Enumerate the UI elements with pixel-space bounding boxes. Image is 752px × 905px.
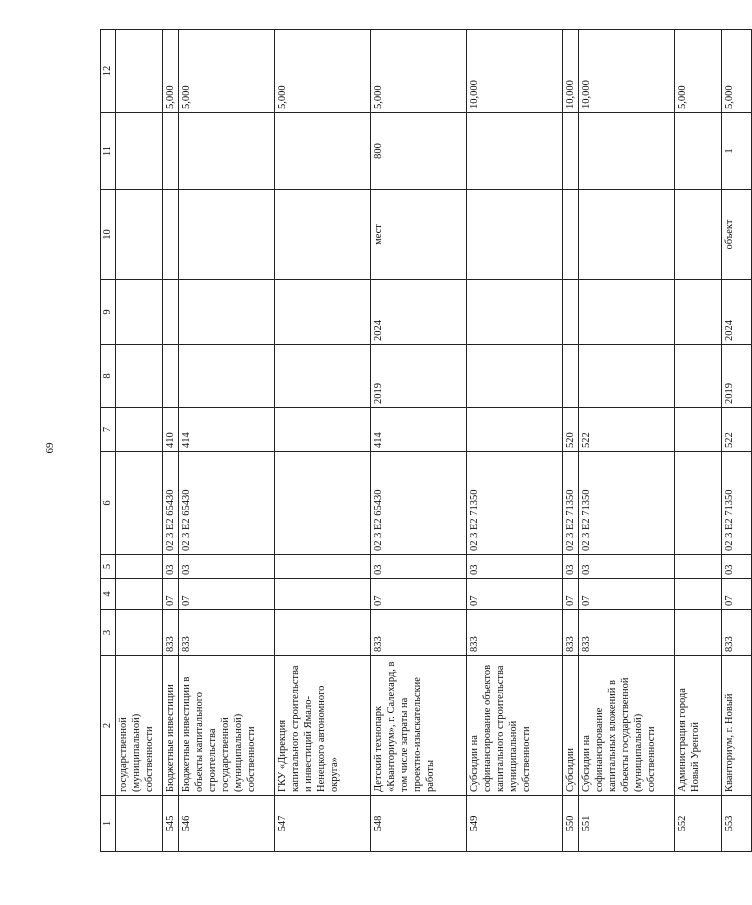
table-row bbox=[275, 30, 371, 852]
table-cell: Детский технопарк «Кванториум», г. Салехард, в том числе затраты на проектно-изыскательские работы bbox=[371, 656, 467, 796]
table-cell: 414 bbox=[179, 408, 275, 452]
table-cell bbox=[179, 280, 275, 345]
table-cell: 10,000 bbox=[579, 30, 675, 113]
table-cell bbox=[116, 579, 163, 610]
table-cell: 07 bbox=[179, 579, 275, 610]
header-cell: 11 bbox=[101, 113, 116, 190]
table-cell: Кванториум, г. Новый bbox=[722, 656, 752, 796]
table-cell bbox=[675, 408, 722, 452]
table-cell bbox=[579, 113, 675, 190]
table-cell bbox=[116, 555, 163, 579]
header-cell: 8 bbox=[101, 345, 116, 408]
table-cell: 07 bbox=[467, 579, 563, 610]
table-cell bbox=[116, 30, 163, 113]
table-cell bbox=[563, 190, 579, 280]
table-cell bbox=[275, 452, 371, 555]
table-cell: 03 bbox=[563, 555, 579, 579]
table-cell: Бюджетные инвестиции bbox=[163, 656, 179, 796]
table-cell: 5,000 bbox=[275, 30, 371, 113]
table-cell bbox=[579, 280, 675, 345]
table-cell: 02 3 E2 71350 bbox=[467, 452, 563, 555]
table-row bbox=[563, 30, 579, 852]
table-cell: 03 bbox=[722, 555, 752, 579]
table-cell: 2019 bbox=[371, 345, 467, 408]
header-cell: 10 bbox=[101, 190, 116, 280]
table-cell bbox=[116, 796, 163, 852]
page-number: 69 bbox=[44, 442, 56, 454]
header-cell: 5 bbox=[101, 555, 116, 579]
table-cell: 2019 bbox=[722, 345, 752, 408]
table-cell: 2024 bbox=[371, 280, 467, 345]
table-cell: 5,000 bbox=[179, 30, 275, 113]
table-cell bbox=[163, 190, 179, 280]
table-cell: 07 bbox=[722, 579, 752, 610]
table-cell: 07 bbox=[563, 579, 579, 610]
table-cell: 03 bbox=[579, 555, 675, 579]
table-cell bbox=[179, 190, 275, 280]
table-cell: 03 bbox=[467, 555, 563, 579]
table-cell: Субсидии на софинансирование капитальных вложений в объекты государственной (муниципальной) собственности bbox=[579, 656, 675, 796]
table-cell: 546 bbox=[179, 796, 275, 852]
table-cell bbox=[675, 555, 722, 579]
table-cell: 800 bbox=[371, 113, 467, 190]
table-cell: 551 bbox=[579, 796, 675, 852]
table-cell bbox=[467, 280, 563, 345]
table-cell bbox=[116, 113, 163, 190]
table-cell bbox=[675, 190, 722, 280]
table-row bbox=[722, 30, 752, 852]
table-cell bbox=[275, 190, 371, 280]
table-cell bbox=[467, 345, 563, 408]
table-cell: мест bbox=[371, 190, 467, 280]
table-cell: 03 bbox=[371, 555, 467, 579]
table-row bbox=[467, 30, 563, 852]
table-cell: Бюджетные инвестиции в объекты капитального строительства государственной (муниципальной) собственности bbox=[179, 656, 275, 796]
header-cell: 7 bbox=[101, 408, 116, 452]
table-cell bbox=[163, 345, 179, 408]
table-cell: 549 bbox=[467, 796, 563, 852]
table-cell bbox=[467, 113, 563, 190]
table-cell bbox=[467, 408, 563, 452]
table-cell: государственной (муниципальной) собственности bbox=[116, 656, 163, 796]
table-stage bbox=[100, 30, 735, 852]
table-cell bbox=[163, 280, 179, 345]
header-row bbox=[101, 30, 116, 852]
table-cell bbox=[675, 345, 722, 408]
table-cell bbox=[675, 579, 722, 610]
table-cell: 02 3 E2 65430 bbox=[163, 452, 179, 555]
table-cell bbox=[163, 113, 179, 190]
table-cell: 02 3 E2 71350 bbox=[722, 452, 752, 555]
table-cell: 07 bbox=[163, 579, 179, 610]
table-cell bbox=[467, 190, 563, 280]
table-row bbox=[179, 30, 275, 852]
table-body bbox=[101, 30, 752, 852]
rotated-table-container bbox=[100, 30, 735, 852]
table-cell: 522 bbox=[579, 408, 675, 452]
header-cell: 4 bbox=[101, 579, 116, 610]
table-cell bbox=[116, 408, 163, 452]
table-cell: 522 bbox=[722, 408, 752, 452]
table-cell bbox=[275, 408, 371, 452]
header-cell: 3 bbox=[101, 610, 116, 656]
table-cell bbox=[275, 345, 371, 408]
table-cell: 03 bbox=[179, 555, 275, 579]
table-cell: 414 bbox=[371, 408, 467, 452]
table-cell bbox=[179, 345, 275, 408]
table-cell bbox=[275, 579, 371, 610]
table-cell: 520 bbox=[563, 408, 579, 452]
table-cell: Субсидии на софинансирование объектов капитального строительства муниципальной собственности bbox=[467, 656, 563, 796]
table-cell: 550 bbox=[563, 796, 579, 852]
table-cell: 02 3 E2 71350 bbox=[579, 452, 675, 555]
table-cell: 10,000 bbox=[563, 30, 579, 113]
table-cell: 833 bbox=[579, 610, 675, 656]
table-cell: Субсидии bbox=[563, 656, 579, 796]
table-cell: 833 bbox=[467, 610, 563, 656]
table-cell bbox=[675, 113, 722, 190]
table-cell: 548 bbox=[371, 796, 467, 852]
table-cell: 02 3 E2 71350 bbox=[563, 452, 579, 555]
table-cell bbox=[179, 113, 275, 190]
header-cell: 12 bbox=[101, 30, 116, 113]
header-cell: 6 bbox=[101, 452, 116, 555]
table-cell bbox=[579, 345, 675, 408]
table-cell: ГКУ «Дирекция капитального строительства и инвестиций Ямало-Ненецкого автономного округа» bbox=[275, 656, 371, 796]
table-cell: Администрация города Новый Уренгой bbox=[675, 656, 722, 796]
table-cell: объект bbox=[722, 190, 752, 280]
table-cell: 833 bbox=[722, 610, 752, 656]
table-cell: 833 bbox=[163, 610, 179, 656]
table-cell bbox=[275, 113, 371, 190]
table-cell bbox=[675, 280, 722, 345]
table-cell: 545 bbox=[163, 796, 179, 852]
table-row bbox=[163, 30, 179, 852]
table-cell: 07 bbox=[371, 579, 467, 610]
table-cell: 07 bbox=[579, 579, 675, 610]
budget-table bbox=[100, 29, 752, 852]
table-cell: 1 bbox=[722, 113, 752, 190]
table-cell: 833 bbox=[371, 610, 467, 656]
table-cell: 5,000 bbox=[163, 30, 179, 113]
table-cell: 553 bbox=[722, 796, 752, 852]
table-row bbox=[579, 30, 675, 852]
table-cell: 10,000 bbox=[467, 30, 563, 113]
table-cell: 5,000 bbox=[722, 30, 752, 113]
table-cell: 02 3 E2 65430 bbox=[371, 452, 467, 555]
table-cell: 03 bbox=[163, 555, 179, 579]
header-cell: 2 bbox=[101, 656, 116, 796]
table-cell bbox=[116, 452, 163, 555]
table-cell: 2024 bbox=[722, 280, 752, 345]
table-cell: 552 bbox=[675, 796, 722, 852]
table-cell bbox=[675, 610, 722, 656]
table-cell bbox=[675, 452, 722, 555]
table-cell: 5,000 bbox=[371, 30, 467, 113]
table-cell: 547 bbox=[275, 796, 371, 852]
table-cell: 02 3 E2 65430 bbox=[179, 452, 275, 555]
table-cell bbox=[563, 280, 579, 345]
table-cell bbox=[275, 610, 371, 656]
table-cell bbox=[116, 345, 163, 408]
table-cell bbox=[116, 280, 163, 345]
table-cell bbox=[563, 113, 579, 190]
table-cell bbox=[116, 610, 163, 656]
table-cell bbox=[116, 190, 163, 280]
table-cell bbox=[563, 345, 579, 408]
table-row bbox=[116, 30, 163, 852]
table-cell: 410 bbox=[163, 408, 179, 452]
header-cell: 1 bbox=[101, 796, 116, 852]
table-cell: 833 bbox=[563, 610, 579, 656]
table-cell: 5,000 bbox=[675, 30, 722, 113]
table-cell bbox=[579, 190, 675, 280]
table-row bbox=[371, 30, 467, 852]
table-row bbox=[675, 30, 722, 852]
table-cell bbox=[275, 555, 371, 579]
table-cell: 833 bbox=[179, 610, 275, 656]
header-cell: 9 bbox=[101, 280, 116, 345]
table-cell bbox=[275, 280, 371, 345]
